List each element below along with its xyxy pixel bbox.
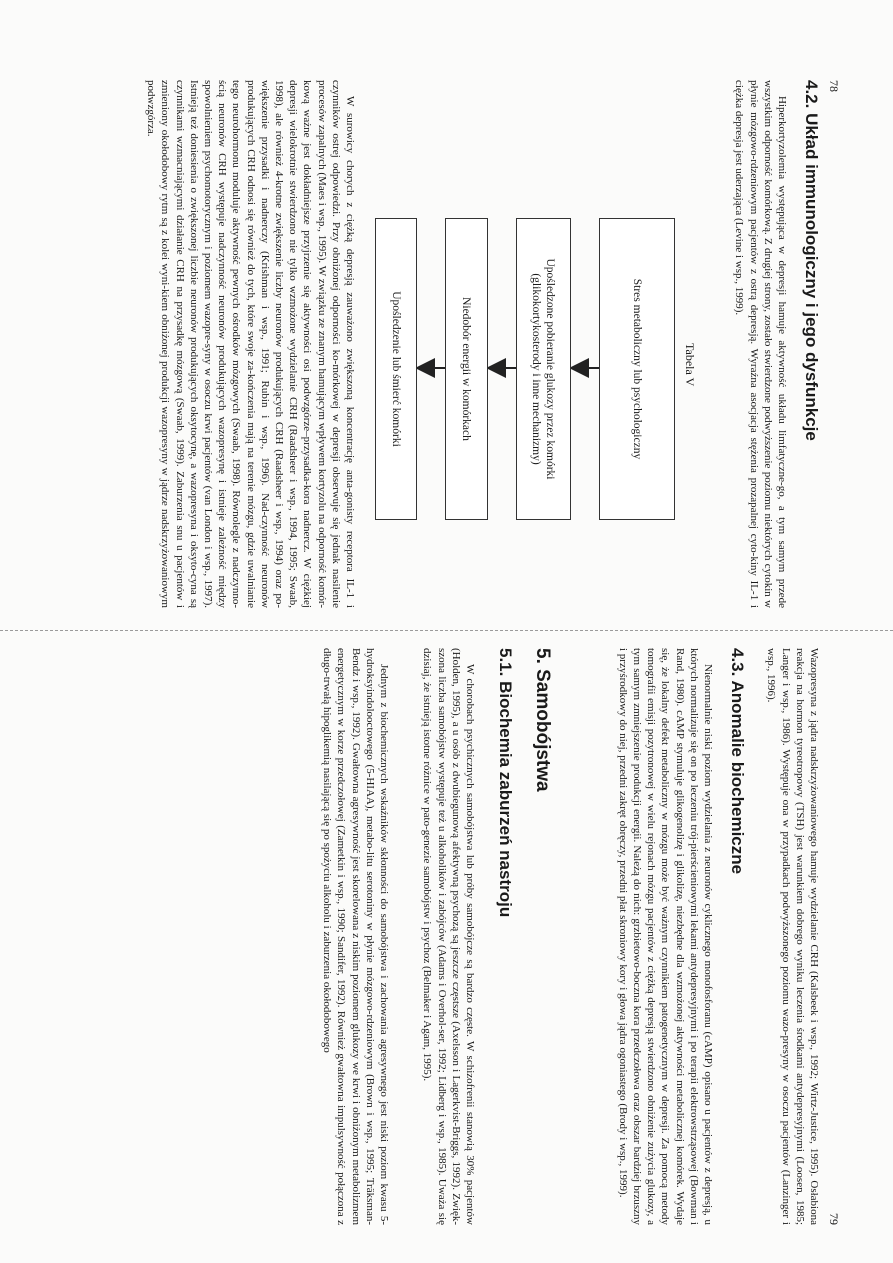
page-gutter <box>0 630 893 631</box>
flow-box-energy-label: Niedobór energii w komórkach <box>460 297 473 441</box>
table-caption: Tabela V <box>683 343 697 387</box>
page-number-left: 78 <box>827 80 841 92</box>
paragraph-5hiaa: Jednym z biochemicznych wskaźników skłonności do samobójstwa i zachowania agresywnego jest niski poziom kwasu 5-hydroksyindolooctowego (5-HIAA), metabo-litu serotoniny w płynie mózgowo-rdzeniowym (Brown i wsp., 1995; Träksman-Bendz i wsp., 1992). Gwałtowna agresywność jest skorelowana z niskim poziomem glukozy we krwi i obniżonym metabolizmem energetycznym w korze przedczołowej (Zametkin i wsp., 1990; Sandifer, 1992). Również gwałtowna impulsywność połączona z długo-trwałą hipoglikemią nasilającą się po spożyciu alkoholu i zaburzenia okołodobowego <box>321 648 390 1225</box>
section-title-5-1: 5.1. Biochemia zaburzeń nastroju <box>496 648 515 918</box>
flow-box-energy <box>445 218 488 520</box>
flow-box-stress-label: Stres metaboliczny lub psychologiczny <box>631 278 643 460</box>
right-page <box>0 648 893 1243</box>
flow-box-cell-death-label: Upośledzenie lub śmierć komórki <box>390 291 402 447</box>
paragraph-crh: W surowicy chorych z ciężką depresją zauważono zwiększoną koncentrację anta-gonisty receptora IL-1 i czynników ostrej odpowiedzi. Przy obniżonej odporności ko-mórkowej w depresji obserwuje się jednak nasilenie procesów zapalnych (Maes i wsp., 1995). W związku ze znanym hamującym wpływem kortyzolu na odporność komór-kową ważne jest dokładniejsze przyjrzenie się aktywności osi podwzgórze–przysadka-kora nadnercz. W ciężkiej depresji wielokrotnie stwierdzono nie tylko wzmożone wydzielanie CRH (Raadsheer i wsp., 1994, 1995; Swaab, 1998), ale również 4-krotne zwiększenie liczby neuronów produkujących CRH (Raadsheer i wsp., 1994) oraz po-większenie przysadki i nadnerczy (Krishman i wsp., 1991; Rubin i wsp., 1996). Nad-czynność neuronów produkujących CRH odnosi się również do tych, które swoje za-kończenia mają na terenie mózgu, gdzie uwalnianie tego neurohormonu moduluje aktywność pewnych ośrodków mózgowych (Swaab, 1998). Równolegle z nadczynno-ścią neuronów CRH występuje nadczynność neuronów produkujących wazopresynę i istnieje zależność między spowolnieniem psychomotorycznym i poziomem wazopre-syny w osoczu krwi pacjentów (van London i wsp., 1997). Istnieją też doniesienia o zwiększonej liczbie neuronów produkujących oksytocynę, a wazopresyna i oksyto-cyna są czynnikami wzmacniającymi działanie CRH na przysadkę mózgową (Swaab, 1999). Zaburzenia snu u pacjentów i zmieniony okołodobowy rytm są z kolei wyni-kiem obniżonej produkcji wazopresyny w jądrze nadskrzyżowaniowym podwzgórza. <box>145 80 356 608</box>
left-page <box>0 18 893 608</box>
flow-box-stress <box>599 218 675 520</box>
flow-box-glucose-label: Upośledzone pobieranie glukozy przez komórki <box>544 258 557 480</box>
paragraph-vasopressin: Wazopresyna z jądra nadskrzyżowaniowego hamuje wydzielanie CRH (Kalsbeek i wsp., 1992; Wirtz-Justice, 1995). Osłabiona reakcja na hormon tyreotropowy (TSH) jest warunkiem dobrego wyniku leczenia środkami antydepresyjnymi (Loosen, 1985; Langer i wsp., 1986). Występuje ona w przypadkach podwyższonego poziomu wazo-presyny w osoczu pacjentów (Lanzinger i wsp., 1996). <box>765 648 820 1225</box>
page-number-right: 79 <box>827 1213 841 1225</box>
paragraph-suicide: W chorobach psychicznych samobójstwa lub próby samobójcze są bardzo częste. W schizofrenii stanowią 30% pacjentów (Holden, 1995), a u osób z dwubiegunową afektywną psychozą są jeszcze częstsze (Axelsson i Lagerkvist-Briggs, 1992). Zwięk-szona liczba samobójstw występuje też u alkoholików i zabójców (Adams i Overhol-ser, 1992; Lidberg i wsp., 1985). Uważa się dzisiaj, że istnieją istotne różnice w pato-genezie samobójstw i psychoz (Belmaker i Agam, 1995). <box>421 648 476 1225</box>
section-title-4-3: 4.3. Anomalie biochemiczne <box>728 648 747 875</box>
flow-box-cell-death <box>375 218 417 520</box>
section-title-4-2: 4.2. Układ immunologiczny i jego dysfunkcje <box>802 80 821 441</box>
chapter-title-5: 5. Samobójstwa <box>532 648 553 792</box>
paragraph-immunology: Hiperkortyzolemia występująca w depresji hamuje aktywność układu limfatyczne-go, a tym samym przede wszystkim odporność komórkową. Z drugiej strony, zostało stwierdzone podwyższenie poziomu niektórych cytokin w płynie mózgowo-rdzeniowym pacjentów z ostrą depresją. Wyraźna asocjacja stężenia prozapalnej cyto-kiny IL-1 i ciężka depresja jest uderzająca (Levine i wsp., 1999). <box>733 80 788 608</box>
paragraph-biochemical: Nienormalnie niski poziom wydzielania z neuronów cyklicznego monofosforanu (cAMP) opisano u pacjentów z depresją, u których normalizuje się on po leczeniu trój-pierścieniowymi lekami antydepresyjnymi i po terapii elektrowstrząsowej (Bowman i Rand, 1980). cAMP stymuluje glikogenolizę i glikolizę, niezbędne dla wzmożonej aktywności metabolicznej komórek. Wydaje się, że lokalny defekt metaboliczny w mózgu może być ważnym czynnikiem patogenetycznym w depresji. Za pomocą metody tomografii emisji pozytronowej w wielu rejonach mózgu pacjentów z ciężką depresją stwierdzono obniżenie zużycia glukozy, a tym samym zmniejszenie produkcji energii. Należą do nich: grzbietowo-boczna kora przedczołowa oraz obszar bardziej brzuszny i przyśrodkowy do niej, przedni zakręt obręczy, przedni płat skroniowy kory i głowa jądra ogoniastego (Brody i wsp., 1999). <box>616 648 714 1225</box>
flow-box-glucose <box>516 218 571 520</box>
flow-box-glucose-sublabel: (glikokortykosterody i inne mechanizmy) <box>530 273 543 465</box>
